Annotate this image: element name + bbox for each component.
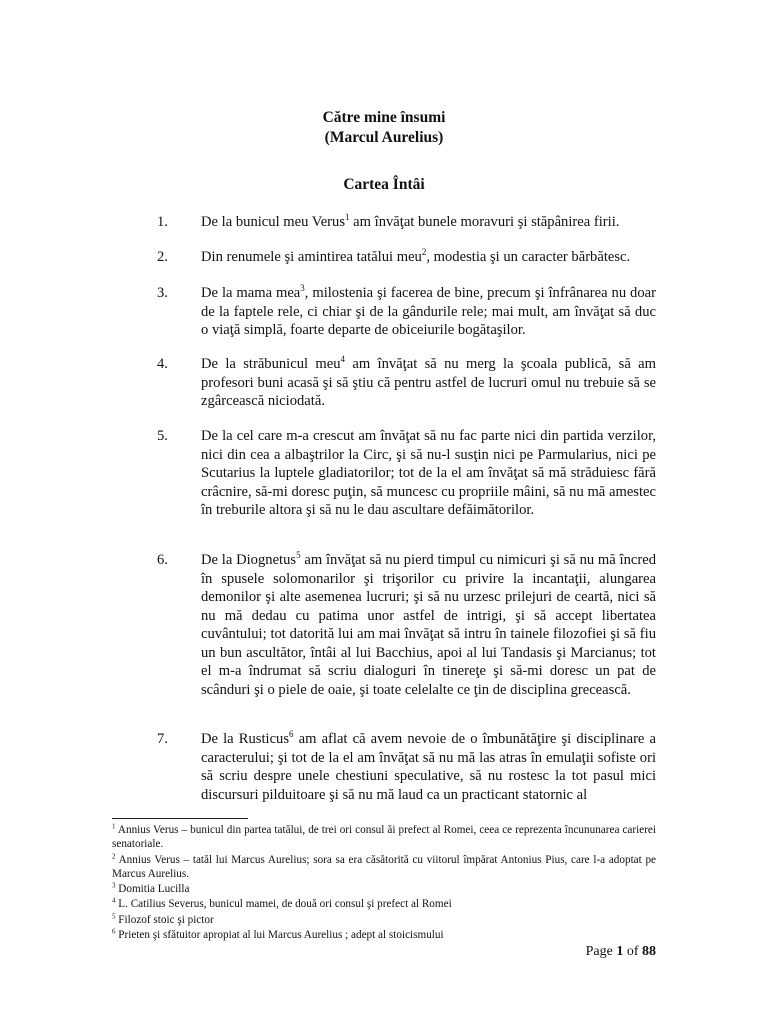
item-number: 3. <box>157 285 168 301</box>
title-line-1: Către mine însumi <box>322 109 446 126</box>
item-number: 6. <box>157 552 168 568</box>
item-number: 5. <box>157 428 168 444</box>
footnote: $^6$ Prieten şi sfătuitor apropiat al lui Marcus Aurelius ; adept al stoicismului <box>112 927 444 942</box>
footnote: $^4$ L. Catilius Severus, bunicul mamei, de două ori consul şi prefect al Romei <box>112 896 452 911</box>
footnote-ref[interactable]: 1 <box>345 212 350 223</box>
page-indicator: Page 1 of 88 <box>585 944 656 959</box>
item-text: Din renumele şi amintirea tatălui meu$^2$, modestia şi un caracter bărbătesc. <box>201 247 631 265</box>
item-text: De la Diognetus$^5$ am învăţat să nu pierd timpul cu nimicuri şi să nu mă încred în spusele solomonarilor şi trişorilor cu privire la incantaţii, alungarea demonilor şi alte asemenea lucruri; şi să nu urzesc prilejuri de ceartă, nici să nu mă dedau cu patima unor astfel de intrigi, şi să accept libertatea cuvântului; tot datorită lui am mai învăţat să intru în tainele filozofiei şi să fiu un bun ascultător, întâi al lui Bacchius, apoi al lui Tandasis şi Marcianus; tot el m-a îndrumat să scriu dialoguri în tinereţe şi să-mi doresc un pat de scânduri şi o piele de oaie, şi toate celelalte ce ţin de disciplina grecească. <box>201 550 656 698</box>
item-text: De la cel care m-a crescut am învăţat să nu fac parte nici din partida verzilor, nici din cea a albaştrilor la Circ, şi să nu-l susţin nici pe Parmularius, nici pe Scutarius la luptele gladiatorilor; tot de la el am învăţat să mă străduiesc fără crâcnire, să-mi doresc puţin, să muncesc cu propriile mâini, să nu mă amestec în treburile altora şi să nu le dau ascultare defăimătorilor. <box>201 428 656 518</box>
footnote-separator <box>112 818 248 819</box>
footnote-ref[interactable]: 6 <box>289 729 294 740</box>
footnote: $^1$ Annius Verus – bunicul din partea tatălui, de trei ori consul ăi prefect al Romei, ceea ce reprezenta încununarea carierei senatoriale. <box>112 822 656 851</box>
footnote-ref[interactable]: 3 <box>300 283 305 294</box>
footnote-ref[interactable]: 2 <box>421 247 427 258</box>
item-text: De la bunicul meu Verus$^1$ am învăţat bunele moravuri şi stăpânirea firii. <box>201 212 620 230</box>
item-text: De la străbunicul meu$^4$ am învăţat să nu merg la şcoala publică, să am profesori buni acasă şi să ştiu că pentru astfel de lucruri omul nu trebuie să se zgârcească niciodată. <box>201 354 656 409</box>
item-number: 1. <box>157 214 168 230</box>
current-page: 1 <box>616 944 624 959</box>
document-title <box>0 108 768 148</box>
item-text: De la mama mea$^3$, milostenia şi facerea de bine, precum şi înfrânarea nu doar de la faptele rele, ci chiar şi de la gândurile rele; mai mult, am învăţat să duc o viaţă simplă, foarte departe de obiceiurile bogătaşilor. <box>201 283 656 338</box>
item-text: De la Rusticus$^6$ am aflat că avem nevoie de o îmbunătăţire şi disciplinare a caracterului; şi tot de la el am învăţat să nu mă las atras în emulaţii sofiste ori să scriu despre unele chestiuni speculative, să nu rostesc la tot pasul mici discursuri pilduitoare şi să nu mă laud ca un practicant statornic al <box>201 729 656 803</box>
footnote-ref[interactable]: 4 <box>340 354 346 365</box>
total-pages: 88 <box>642 944 656 959</box>
item-number: 2. <box>157 249 168 265</box>
footnote-ref[interactable]: 5 <box>296 550 301 561</box>
footnotes <box>112 823 656 943</box>
footnote: $^2$ Annius Verus – tatăl lui Marcus Aurelius; sora sa era căsătorită cu viitorul împărat Antonius Pius, care l-a adoptat pe Marcus Aurelius. <box>112 851 656 880</box>
footnote: $^3$ Domitia Lucilla <box>112 881 190 896</box>
footnote: $^5$ Filozof stoic şi pictor <box>112 912 214 926</box>
item-number: 7. <box>157 731 168 747</box>
chapter-heading: Cartea Întâi <box>343 176 425 193</box>
title-line-2: (Marcul Aurelius) <box>324 129 444 146</box>
item-number: 4. <box>157 356 168 372</box>
